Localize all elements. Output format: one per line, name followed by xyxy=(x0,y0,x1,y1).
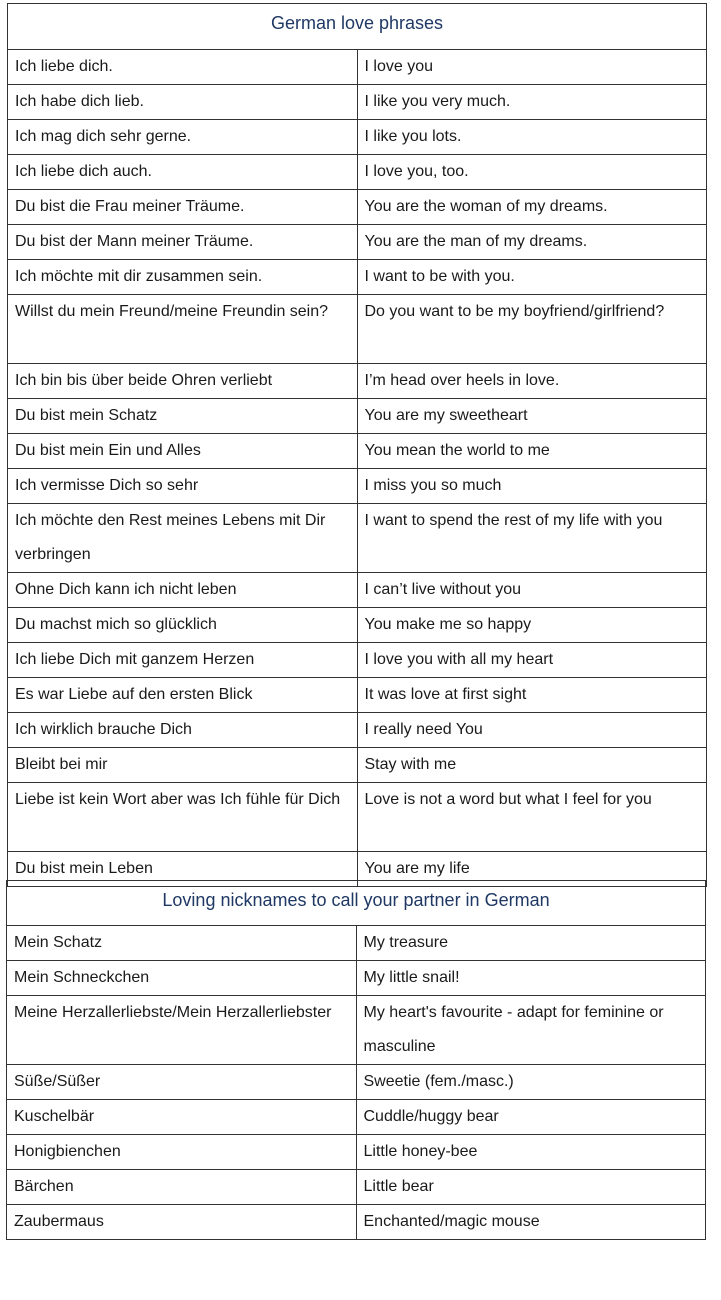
english-translation-cell: I love you with all my heart xyxy=(357,643,707,678)
german-phrase-cell: Ich mag dich sehr gerne. xyxy=(8,120,358,155)
german-phrase-cell: Ich liebe dich auch. xyxy=(8,155,358,190)
english-translation-cell: I love you xyxy=(357,50,707,85)
english-translation-cell: Little bear xyxy=(356,1170,706,1205)
german-phrase-cell: Meine Herzallerliebste/Mein Herzallerliebster xyxy=(7,996,357,1065)
table-row xyxy=(8,573,707,608)
table-row xyxy=(7,926,706,961)
english-translation-cell: I like you very much. xyxy=(357,85,707,120)
english-translation-cell: Love is not a word but what I feel for you xyxy=(357,783,707,852)
table-row xyxy=(8,225,707,260)
english-translation-cell: You are my life xyxy=(357,852,707,887)
english-translation-cell: Stay with me xyxy=(357,748,707,783)
german-phrase-cell: Liebe ist kein Wort aber was Ich fühle für Dich xyxy=(8,783,358,852)
english-translation-cell: I’m head over heels in love. xyxy=(357,364,707,399)
german-phrase-cell: Willst du mein Freund/meine Freundin sein? xyxy=(8,295,358,364)
german-phrase-cell: Mein Schatz xyxy=(7,926,357,961)
german-phrase-cell: Bärchen xyxy=(7,1170,357,1205)
love-phrases-table xyxy=(7,3,707,887)
german-phrase-cell: Ohne Dich kann ich nicht leben xyxy=(8,573,358,608)
table-title-row xyxy=(7,881,706,926)
german-phrase-cell: Du bist mein Leben xyxy=(8,852,358,887)
english-translation-cell: You are my sweetheart xyxy=(357,399,707,434)
german-phrase-cell: Kuschelbär xyxy=(7,1100,357,1135)
english-translation-cell: You mean the world to me xyxy=(357,434,707,469)
english-translation-cell: I can’t live without you xyxy=(357,573,707,608)
german-phrase-cell: Du bist die Frau meiner Träume. xyxy=(8,190,358,225)
table-row xyxy=(8,50,707,85)
table-row xyxy=(8,399,707,434)
english-translation-cell: I really need You xyxy=(357,713,707,748)
table-row xyxy=(7,996,706,1065)
english-translation-cell: I want to be with you. xyxy=(357,260,707,295)
english-translation-cell: You make me so happy xyxy=(357,608,707,643)
table-row xyxy=(8,469,707,504)
german-phrase-cell: Ich liebe dich. xyxy=(8,50,358,85)
german-phrase-cell: Zaubermaus xyxy=(7,1205,357,1240)
german-phrase-cell: Ich möchte den Rest meines Lebens mit Dir verbringen xyxy=(8,504,358,573)
german-phrase-cell: Bleibt bei mir xyxy=(8,748,358,783)
german-phrase-cell: Ich wirklich brauche Dich xyxy=(8,713,358,748)
nicknames-table xyxy=(6,880,706,1240)
german-phrase-cell: Du bist der Mann meiner Träume. xyxy=(8,225,358,260)
section-title: Loving nicknames to call your partner in German xyxy=(7,881,706,926)
german-phrase-cell: Du bist mein Schatz xyxy=(8,399,358,434)
english-translation-cell: You are the man of my dreams. xyxy=(357,225,707,260)
table-row xyxy=(8,608,707,643)
german-phrase-cell: Ich möchte mit dir zusammen sein. xyxy=(8,260,358,295)
table-row xyxy=(8,155,707,190)
table-row xyxy=(8,295,707,364)
english-translation-cell: I love you, too. xyxy=(357,155,707,190)
table-row xyxy=(7,1170,706,1205)
table-row xyxy=(7,1100,706,1135)
english-translation-cell: Little honey-bee xyxy=(356,1135,706,1170)
table-row xyxy=(8,643,707,678)
english-translation-cell: I want to spend the rest of my life with you xyxy=(357,504,707,573)
english-translation-cell: It was love at first sight xyxy=(357,678,707,713)
english-translation-cell: Do you want to be my boyfriend/girlfriend? xyxy=(357,295,707,364)
english-translation-cell: My treasure xyxy=(356,926,706,961)
table-row xyxy=(8,434,707,469)
german-phrase-cell: Mein Schneckchen xyxy=(7,961,357,996)
table-row xyxy=(7,961,706,996)
table-row xyxy=(8,190,707,225)
english-translation-cell: Enchanted/magic mouse xyxy=(356,1205,706,1240)
german-phrase-cell: Du machst mich so glücklich xyxy=(8,608,358,643)
table-row xyxy=(8,783,707,852)
english-translation-cell: My little snail! xyxy=(356,961,706,996)
german-phrase-cell: Ich bin bis über beide Ohren verliebt xyxy=(8,364,358,399)
german-phrase-cell: Ich habe dich lieb. xyxy=(8,85,358,120)
german-phrase-cell: Honigbienchen xyxy=(7,1135,357,1170)
german-phrase-cell: Du bist mein Ein und Alles xyxy=(8,434,358,469)
table-row xyxy=(8,713,707,748)
table-row xyxy=(8,85,707,120)
table-row xyxy=(8,748,707,783)
english-translation-cell: Cuddle/huggy bear xyxy=(356,1100,706,1135)
german-phrase-cell: Süße/Süßer xyxy=(7,1065,357,1100)
table-row xyxy=(8,120,707,155)
table-row xyxy=(7,1135,706,1170)
english-translation-cell: You are the woman of my dreams. xyxy=(357,190,707,225)
german-phrase-cell: Ich liebe Dich mit ganzem Herzen xyxy=(8,643,358,678)
english-translation-cell: I like you lots. xyxy=(357,120,707,155)
table-row xyxy=(8,260,707,295)
section-title: German love phrases xyxy=(8,4,707,50)
german-phrase-cell: Ich vermisse Dich so sehr xyxy=(8,469,358,504)
table-row xyxy=(8,364,707,399)
english-translation-cell: Sweetie (fem./masc.) xyxy=(356,1065,706,1100)
english-translation-cell: I miss you so much xyxy=(357,469,707,504)
german-phrase-cell: Es war Liebe auf den ersten Blick xyxy=(8,678,358,713)
table-row xyxy=(8,678,707,713)
english-translation-cell: My heart's favourite - adapt for feminine or masculine xyxy=(356,996,706,1065)
table-row xyxy=(7,1065,706,1100)
table-row xyxy=(7,1205,706,1240)
table-row xyxy=(8,504,707,573)
table-title-row xyxy=(8,4,707,50)
